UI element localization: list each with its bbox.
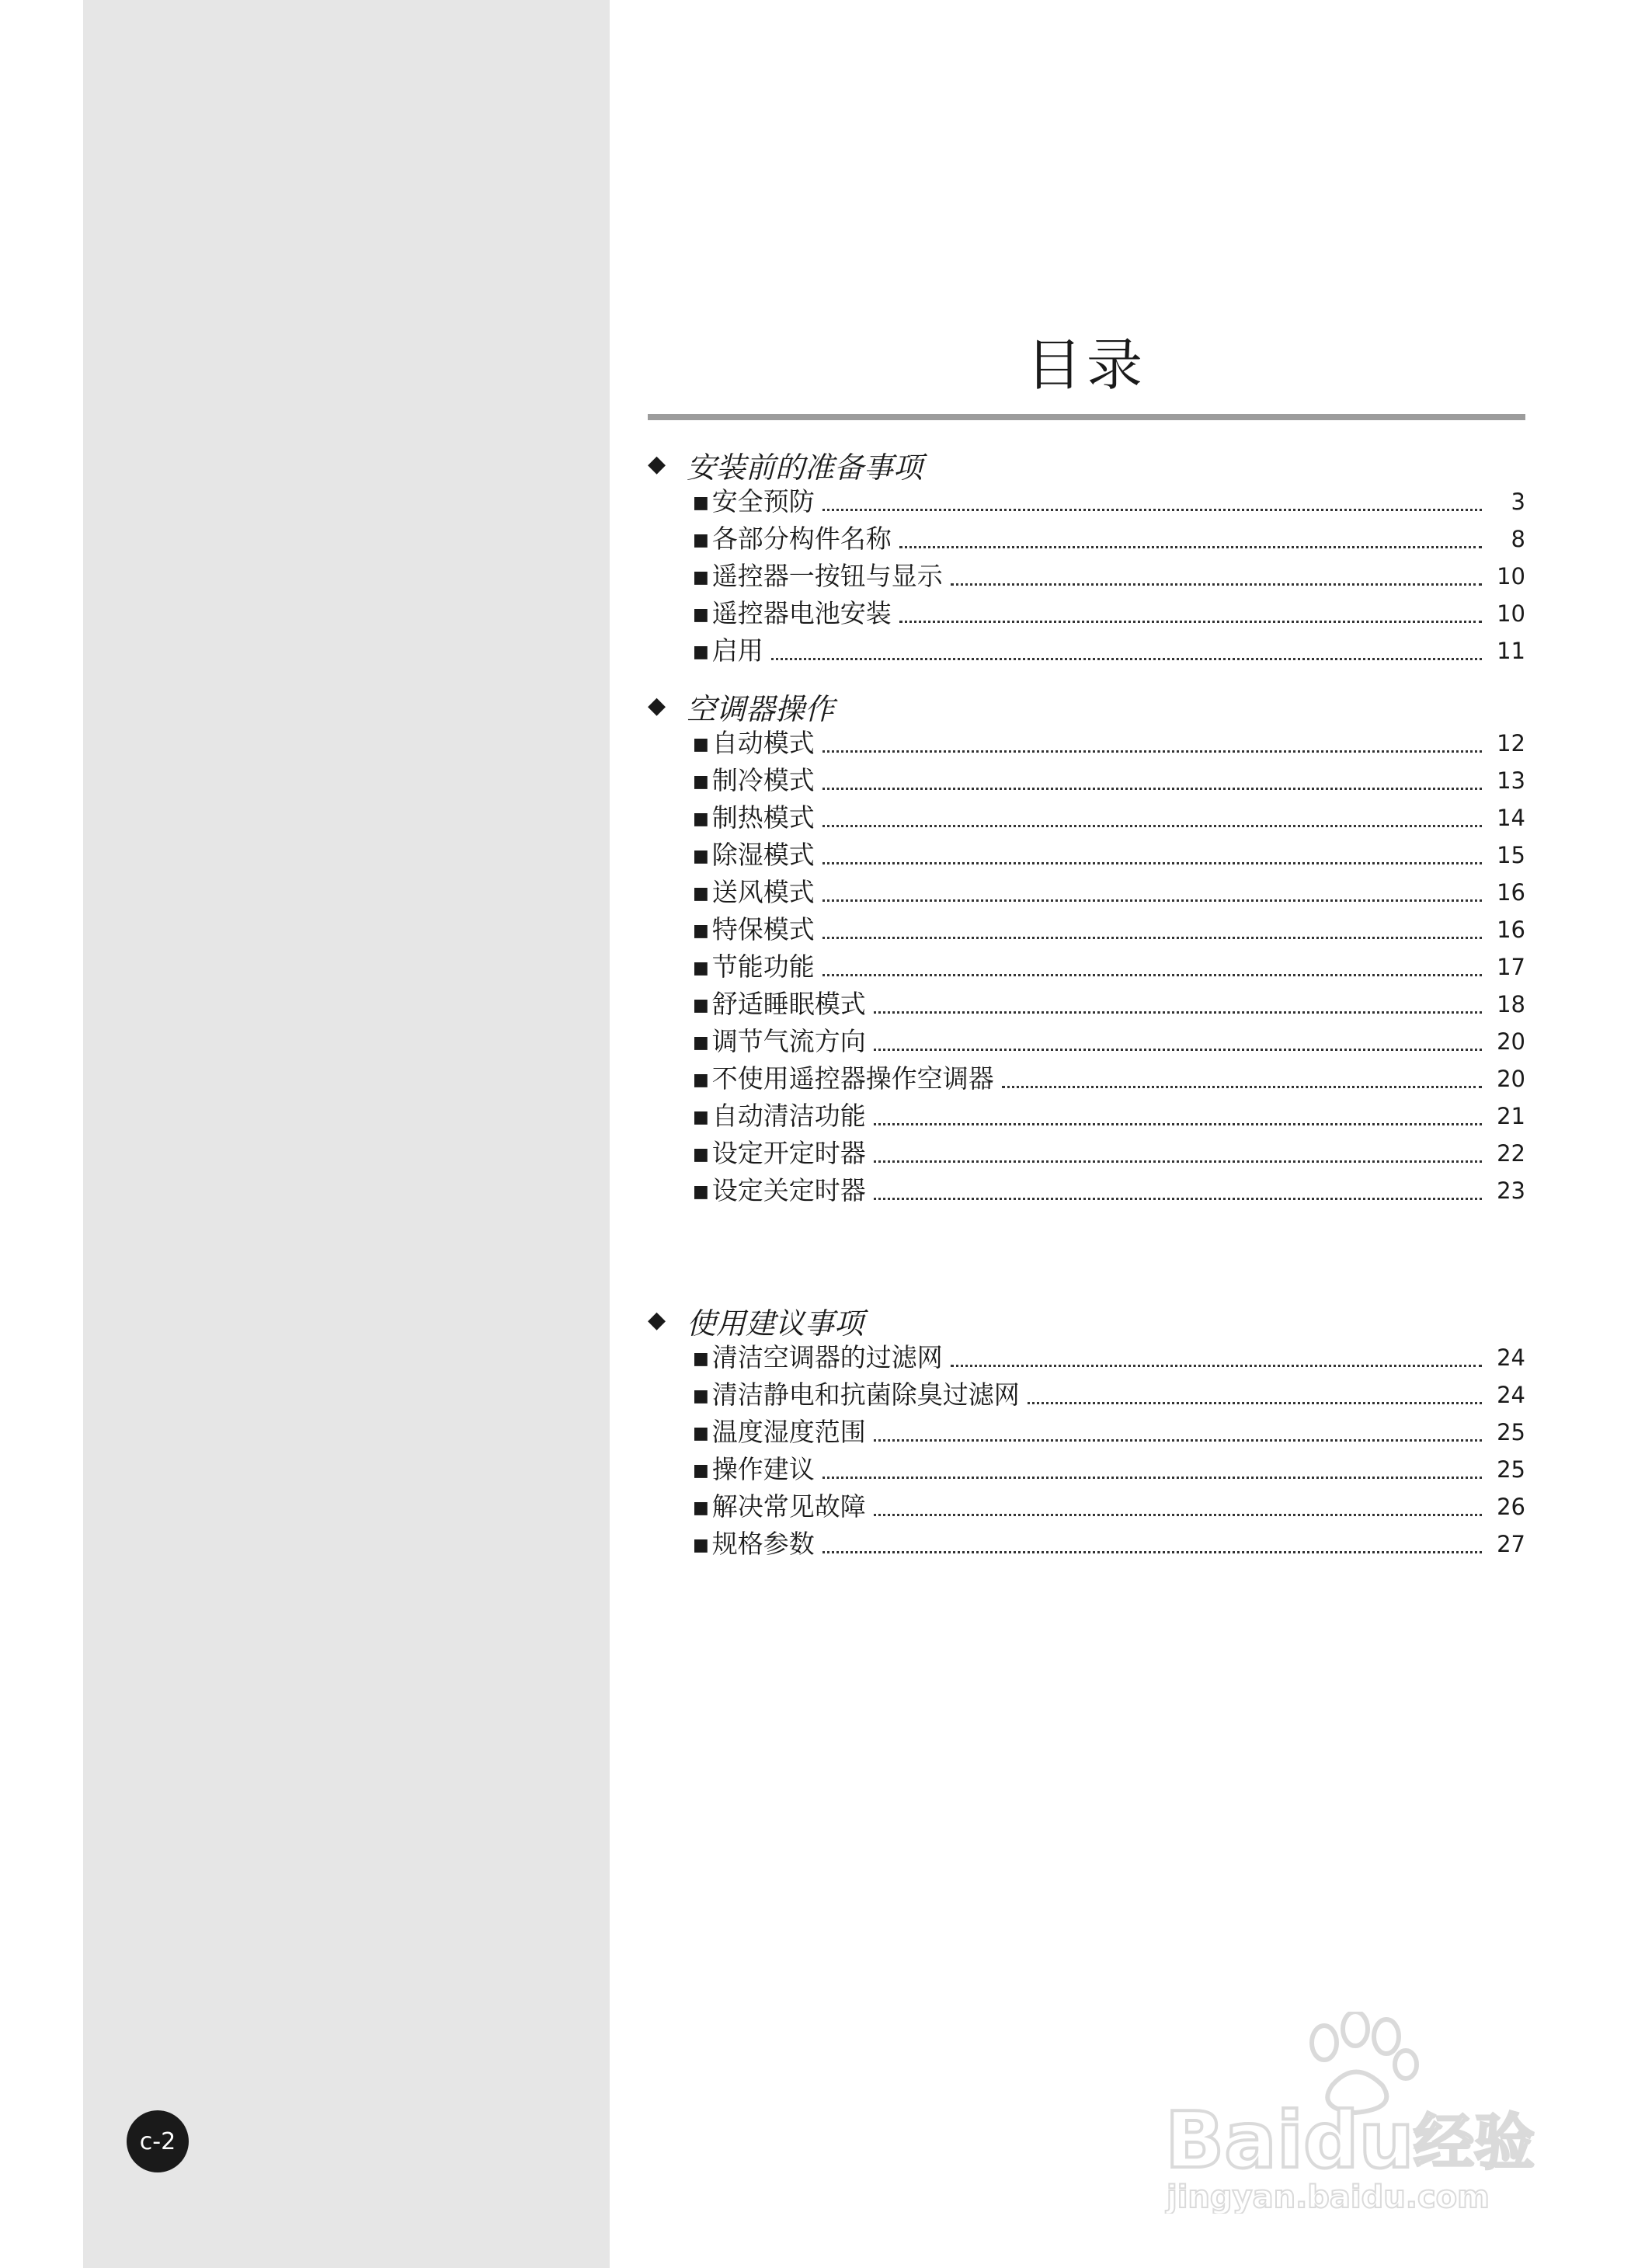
dot-leader — [899, 621, 1482, 623]
dot-leader — [874, 1198, 1482, 1200]
toc-entry[interactable] — [693, 558, 1525, 595]
square-bullet-icon: ■ — [693, 642, 709, 662]
dot-leader — [822, 788, 1482, 790]
square-bullet-icon: ■ — [693, 1033, 709, 1052]
dot-leader — [822, 1477, 1482, 1479]
toc-page-number: 20 — [1497, 1066, 1525, 1092]
dot-leader — [822, 825, 1482, 827]
toc-page-number: 21 — [1497, 1103, 1525, 1129]
svg-text:jingyan.baidu.com: jingyan.baidu.com — [1167, 2179, 1490, 2214]
toc-entry[interactable] — [693, 1023, 1525, 1060]
toc-entry-label: 操作建议 — [711, 1454, 815, 1484]
toc-page-number: 17 — [1497, 954, 1525, 980]
title-divider — [648, 414, 1525, 420]
square-bullet-icon: ■ — [693, 568, 709, 587]
toc-page-number: 25 — [1497, 1456, 1525, 1483]
dot-leader — [822, 937, 1482, 939]
toc-page-number: 16 — [1497, 917, 1525, 943]
toc-entry-label: 启用 — [711, 635, 763, 666]
toc-page-number: 13 — [1497, 767, 1525, 794]
toc-entry-label: 不使用遥控器操作空调器 — [711, 1063, 994, 1094]
section-heading — [648, 1302, 1525, 1339]
toc-entry[interactable] — [693, 1097, 1525, 1135]
svg-text:经验: 经验 — [1414, 2108, 1535, 2178]
toc-entry-label: 各部分构件名称 — [711, 524, 892, 554]
toc-page-number: 22 — [1497, 1140, 1525, 1167]
toc-page-number: 23 — [1497, 1177, 1525, 1204]
toc-page-number: 12 — [1497, 730, 1525, 757]
toc-page-number: 16 — [1497, 879, 1525, 906]
toc-entry-label: 设定开定时器 — [711, 1138, 866, 1168]
toc-entry-label: 调节气流方向 — [711, 1026, 866, 1056]
square-bullet-icon: ■ — [693, 772, 709, 791]
dot-leader — [951, 583, 1482, 586]
toc-entry-label: 除湿模式 — [711, 840, 815, 870]
toc-entry-label: 舒适睡眠模式 — [711, 989, 866, 1019]
square-bullet-icon: ■ — [693, 958, 709, 978]
dot-leader — [822, 862, 1482, 864]
square-bullet-icon: ■ — [693, 605, 709, 624]
toc-entry-label: 制冷模式 — [711, 765, 815, 795]
toc-page-number: 24 — [1497, 1382, 1525, 1408]
toc-entry-label: 安全预防 — [711, 486, 815, 517]
toc-entry[interactable] — [693, 911, 1525, 948]
toc-entry-label: 特保模式 — [711, 914, 815, 944]
toc-entry-label: 制热模式 — [711, 802, 815, 833]
toc-entry[interactable] — [693, 1376, 1525, 1414]
dot-leader — [822, 1551, 1482, 1553]
toc-entry[interactable] — [693, 1451, 1525, 1488]
toc-page-number: 14 — [1497, 805, 1525, 831]
section-heading-text: 使用建议事项 — [687, 1306, 864, 1341]
dot-leader — [822, 509, 1482, 511]
toc-page-number: 15 — [1497, 842, 1525, 868]
toc-page-number: 18 — [1497, 991, 1525, 1017]
toc-entry-label: 遥控器电池安装 — [711, 598, 892, 628]
toc-entry[interactable] — [693, 483, 1525, 520]
toc-entry[interactable] — [693, 520, 1525, 558]
dot-leader — [771, 658, 1482, 660]
square-bullet-icon: ■ — [693, 809, 709, 829]
section-heading — [648, 446, 1525, 483]
toc-entry[interactable] — [693, 1339, 1525, 1376]
square-bullet-icon: ■ — [693, 1536, 709, 1555]
dot-leader — [1002, 1086, 1482, 1088]
toc-page-number: 20 — [1497, 1028, 1525, 1055]
toc-entry[interactable] — [693, 837, 1525, 874]
square-bullet-icon: ■ — [693, 1498, 709, 1518]
toc-entry[interactable] — [693, 632, 1525, 670]
toc-entry-label: 遥控器一按钮与显示 — [711, 561, 943, 591]
square-bullet-icon: ■ — [693, 1386, 709, 1406]
toc-entry[interactable] — [693, 725, 1525, 762]
dot-leader — [874, 1123, 1482, 1125]
square-bullet-icon: ■ — [693, 1145, 709, 1164]
dot-leader — [822, 899, 1482, 902]
toc-entry[interactable] — [693, 1172, 1525, 1209]
dot-leader — [951, 1365, 1482, 1367]
dot-leader — [822, 750, 1482, 753]
dot-leader — [874, 1439, 1482, 1442]
baidu-jingyan-watermark — [1157, 2012, 1561, 2214]
toc-entry[interactable] — [693, 948, 1525, 986]
toc-entry-label: 自动模式 — [711, 728, 815, 758]
diamond-bullet-icon: ◆ — [648, 1306, 666, 1334]
page-title: 目录 — [1025, 332, 1147, 398]
toc-entry-label: 自动清洁功能 — [711, 1101, 866, 1131]
dot-leader — [822, 974, 1482, 976]
toc-entry-label: 清洁静电和抗菌除臭过滤网 — [711, 1379, 1020, 1410]
dot-leader — [874, 1160, 1482, 1163]
square-bullet-icon: ■ — [693, 735, 709, 754]
toc-page-number: 24 — [1497, 1344, 1525, 1371]
toc-page-number: 27 — [1497, 1531, 1525, 1557]
dot-leader — [1028, 1402, 1482, 1404]
toc-section — [648, 687, 1525, 1209]
square-bullet-icon: ■ — [693, 1182, 709, 1202]
toc-entry[interactable] — [693, 1488, 1525, 1525]
svg-text:Baidu: Baidu — [1165, 2095, 1414, 2186]
toc-entry[interactable] — [693, 799, 1525, 837]
square-bullet-icon: ■ — [693, 996, 709, 1015]
square-bullet-icon: ■ — [693, 847, 709, 866]
toc-entry-label: 节能功能 — [711, 951, 815, 982]
toc-page-number: 3 — [1511, 489, 1525, 515]
left-sidebar-panel — [83, 0, 610, 2268]
square-bullet-icon: ■ — [693, 1070, 709, 1090]
toc-entry[interactable] — [693, 1060, 1525, 1097]
toc-entry[interactable] — [693, 762, 1525, 799]
dot-leader — [874, 1011, 1482, 1014]
toc-section — [648, 1302, 1525, 1563]
toc-entry[interactable] — [693, 595, 1525, 632]
page-number-badge: c-2 — [127, 2110, 189, 2172]
toc-page-number: 8 — [1511, 526, 1525, 552]
square-bullet-icon: ■ — [693, 921, 709, 941]
section-heading — [648, 687, 1525, 725]
square-bullet-icon: ■ — [693, 1349, 709, 1369]
toc-entry-label: 温度湿度范围 — [711, 1417, 866, 1447]
toc-page-number: 11 — [1497, 638, 1525, 664]
square-bullet-icon: ■ — [693, 1424, 709, 1443]
dot-leader — [899, 546, 1482, 548]
diamond-bullet-icon: ◆ — [648, 450, 666, 478]
dot-leader — [874, 1514, 1482, 1516]
square-bullet-icon: ■ — [693, 1108, 709, 1127]
toc-entry[interactable] — [693, 1414, 1525, 1451]
toc-entry[interactable] — [693, 1525, 1525, 1563]
toc-entry-label: 解决常见故障 — [711, 1491, 866, 1522]
toc-section — [648, 446, 1525, 670]
toc-entry-label: 清洁空调器的过滤网 — [711, 1342, 943, 1372]
dot-leader — [874, 1049, 1482, 1051]
toc-page-number: 25 — [1497, 1419, 1525, 1445]
toc-entry[interactable] — [693, 986, 1525, 1023]
toc-page-number: 10 — [1497, 563, 1525, 590]
toc-entry-label: 规格参数 — [711, 1529, 815, 1559]
toc-page-number: 26 — [1497, 1494, 1525, 1520]
square-bullet-icon: ■ — [693, 493, 709, 513]
square-bullet-icon: ■ — [693, 1461, 709, 1480]
square-bullet-icon: ■ — [693, 884, 709, 903]
section-heading-text: 安装前的准备事项 — [687, 450, 923, 485]
diamond-bullet-icon: ◆ — [648, 692, 666, 719]
toc-entry-label: 送风模式 — [711, 877, 815, 907]
toc-entry[interactable] — [693, 1135, 1525, 1172]
toc-entry[interactable] — [693, 874, 1525, 911]
toc-page-number: 10 — [1497, 600, 1525, 627]
square-bullet-icon: ■ — [693, 530, 709, 550]
toc-entry-label: 设定关定时器 — [711, 1175, 866, 1205]
section-heading-text: 空调器操作 — [687, 691, 835, 726]
